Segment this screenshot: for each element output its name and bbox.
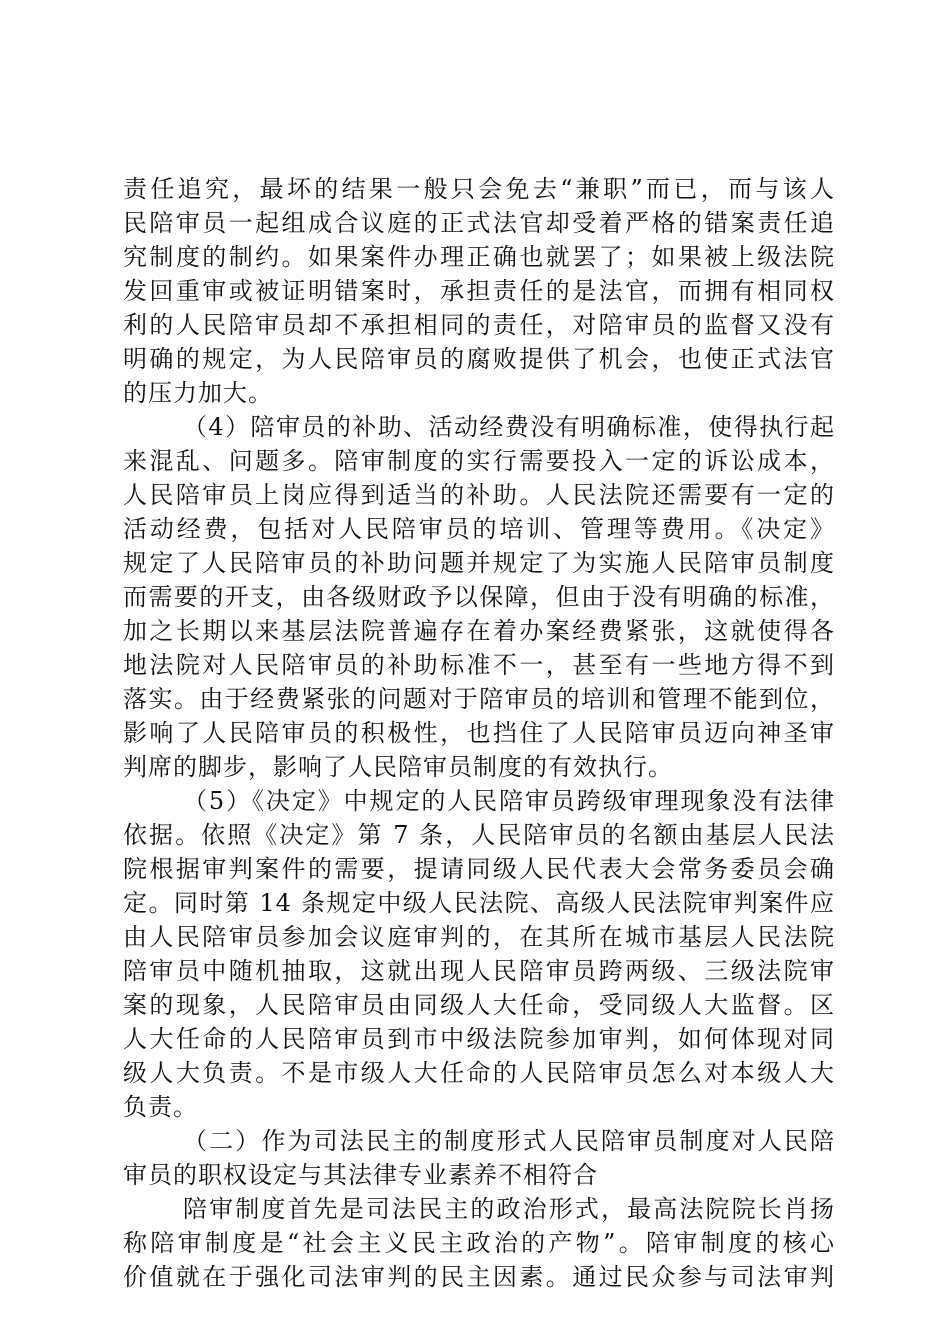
- text-line: 陪审制度首先是司法民主的政治形式，最高法院院长肖扬: [183, 1195, 835, 1223]
- heading-line: 审员的职权设定与其法律专业素养不相符合: [123, 1161, 598, 1189]
- text-line: 人大任命的人民陪审员到市中级法院参加审判，如何体现对同: [123, 1025, 835, 1053]
- text-line: 院根据审判案件的需要，提请同级人民代表大会常务委员会确: [123, 855, 835, 883]
- text-line: 明确的规定，为人民陪审员的腐败提供了机会，也使正式法官: [123, 345, 835, 373]
- document-page: [123, 172, 835, 1294]
- text-line: 地法院对人民陪审员的补助标准不一，甚至有一些地方得不到: [123, 651, 835, 679]
- paragraph-item-4: [123, 410, 835, 784]
- text-line: 由人民陪审员参加会议庭审判的，在其所在城市基层人民法院: [123, 923, 835, 951]
- text-line: 定。同时第 14 条规定中级人民法院、高级人民法院审判案件应: [123, 889, 835, 917]
- text-line: （5）《决定》中规定的人民陪审员跨级审理现象没有法律: [183, 787, 835, 815]
- text-line: 规定了人民陪审员的补助问题并规定了为实施人民陪审员制度: [123, 549, 835, 577]
- text-line: 而需要的开支，由各级财政予以保障，但由于没有明确的标准，: [123, 583, 835, 611]
- text-line: 活动经费，包括对人民陪审员的培训、管理等费用。《决定》: [123, 515, 835, 543]
- text-line: （4）陪审员的补助、活动经费没有明确标准，使得执行起: [183, 413, 835, 441]
- text-line: 依据。依照《决定》第 7 条，人民陪审员的名额由基层人民法: [123, 821, 835, 849]
- paragraph-democracy: [123, 1192, 835, 1294]
- text-line: 来混乱、问题多。陪审制度的实行需要投入一定的诉讼成本，: [123, 447, 835, 475]
- text-line: 利的人民陪审员却不承担相同的责任，对陪审员的监督又没有: [123, 311, 835, 339]
- heading-line: （二）作为司法民主的制度形式人民陪审员制度对人民陪: [183, 1127, 835, 1155]
- text-line: 落实。由于经费紧张的问题对于陪审员的培训和管理不能到位，: [123, 685, 835, 713]
- text-line: 民陪审员一起组成合议庭的正式法官却受着严格的错案责任追: [123, 209, 835, 237]
- text-line: 负责。: [123, 1093, 198, 1121]
- text-line: 责任追究，最坏的结果一般只会免去“兼职”而已，而与该人: [123, 175, 835, 203]
- text-line: 价值就在于强化司法审判的民主因素。通过民众参与司法审判: [123, 1263, 835, 1291]
- section-heading-2: [123, 1124, 835, 1192]
- text-line: 称陪审制度是“社会主义民主政治的产物”。陪审制度的核心: [123, 1229, 835, 1257]
- text-line: 案的现象，人民陪审员由同级人大任命，受同级人大监督。区: [123, 991, 835, 1019]
- text-line: 判席的脚步，影响了人民陪审员制度的有效执行。: [123, 753, 673, 781]
- text-line: 级人大负责。不是市级人大任命的人民陪审员怎么对本级人大: [123, 1059, 835, 1087]
- paragraph-continuation: [123, 172, 835, 410]
- paragraph-item-5: [123, 784, 835, 1124]
- text-line: 究制度的制约。如果案件办理正确也就罢了；如果被上级法院: [123, 243, 835, 271]
- text-line: 陪审员中随机抽取，这就出现人民陪审员跨两级、三级法院审: [123, 957, 835, 985]
- text-line: 的压力加大。: [123, 379, 273, 407]
- text-line: 加之长期以来基层法院普遍存在着办案经费紧张，这就使得各: [123, 617, 835, 645]
- text-line: 发回重审或被证明错案时，承担责任的是法官，而拥有相同权: [123, 277, 835, 305]
- text-line: 人民陪审员上岗应得到适当的补助。人民法院还需要有一定的: [123, 481, 835, 509]
- text-line: 影响了人民陪审员的积极性，也挡住了人民陪审员迈向神圣审: [123, 719, 835, 747]
